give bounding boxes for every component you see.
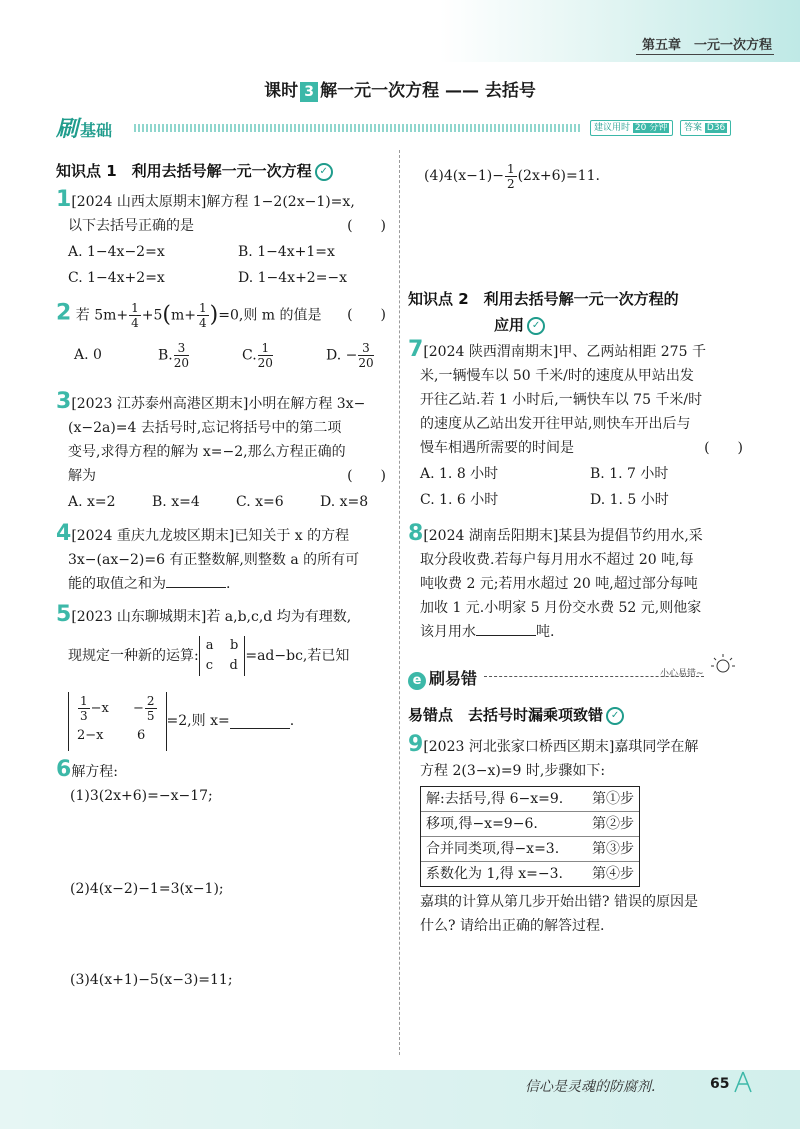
q3-option-b: B. x=4 xyxy=(152,494,200,510)
question-4 xyxy=(56,522,386,596)
check-icon: ✓ xyxy=(315,163,333,181)
q1-line1: 解方程 1−2(2x−1)=x, xyxy=(206,194,355,210)
error-section-badge xyxy=(408,666,477,690)
q2-option-a: A. 0 xyxy=(74,347,102,363)
q5-m11: a xyxy=(205,638,214,653)
q8-source: [2024 湖南岳阳期末] xyxy=(423,528,559,544)
q9-question-line1: 嘉琪的计算从第几步开始出错? 错误的原因是 xyxy=(420,894,698,910)
q8-number: 8 xyxy=(408,521,424,546)
time-pill xyxy=(590,120,673,136)
q2-option-c-num: 1 xyxy=(258,341,273,356)
lesson-number: 3 xyxy=(300,82,318,102)
q5-d21: 2−x xyxy=(77,727,104,743)
q9-step-1 xyxy=(421,787,639,812)
q1-option-b: B. 1−4x+1=x xyxy=(238,244,335,260)
q2-option-b xyxy=(158,341,242,370)
time-value: 20 分钟 xyxy=(634,123,668,133)
q5-d11-num: 1 xyxy=(80,693,88,708)
q7-option-d: D. 1. 5 小时 xyxy=(590,492,669,508)
q2-option-d-den: 20 xyxy=(358,355,374,370)
q8-line3: 吨收费 2 元;若用水超过 20 吨,超过部分每吨 xyxy=(420,576,698,592)
q6-part-4 xyxy=(424,162,600,190)
q9-step-3-label: 第③步 xyxy=(592,841,634,857)
q5-m21: c xyxy=(205,658,213,673)
section-divider xyxy=(134,124,582,132)
q3-option-c: C. x=6 xyxy=(236,494,284,510)
q2-option-d-num: 3 xyxy=(358,341,373,356)
q5-d11-rest: −x xyxy=(90,700,109,716)
q2-option-b-label: B. xyxy=(158,347,173,363)
q6-number: 6 xyxy=(56,757,72,782)
q7-line5: 慢车相遇所需要的时间是 xyxy=(420,440,574,456)
footer-band xyxy=(0,1070,800,1129)
q2-frac-1-den: 4 xyxy=(131,315,139,330)
q2-option-c xyxy=(242,341,326,370)
error-section-label: 刷易错 xyxy=(429,669,478,688)
answer-page: D36 xyxy=(706,123,726,133)
question-7 xyxy=(408,338,743,512)
q1-option-d: D. 1−4x+2=−x xyxy=(238,270,348,286)
q9-step-4-label: 第④步 xyxy=(592,866,634,882)
page-number: 65 xyxy=(710,1076,730,1092)
q5-d22: 6 xyxy=(137,727,146,743)
question-6 xyxy=(56,758,386,784)
q8-line2: 取分段收费.若每户每月用水不超过 20 吨,每 xyxy=(420,552,694,568)
q2-paren: ( ) xyxy=(347,307,386,323)
q7-option-b: B. 1. 7 小时 xyxy=(590,466,669,482)
q6-part-4a: (4)4(x−1)− xyxy=(424,168,504,184)
q2-text-d: =0,则 m 的值是 xyxy=(218,307,322,323)
kp2-title-line1: 知识点 2 利用去括号解一元一次方程的 xyxy=(408,290,679,308)
question-9 xyxy=(408,733,743,783)
q9-step-4 xyxy=(421,862,639,886)
q5-d11-den: 3 xyxy=(80,708,88,723)
q6-part-1: (1)3(2x+6)=−x−17; xyxy=(70,788,213,804)
q7-option-c: C. 1. 6 小时 xyxy=(420,492,499,508)
q5-d12-sign: − xyxy=(133,700,144,716)
q9-line1: 嘉琪同学在解 xyxy=(614,739,699,755)
check-icon: ✓ xyxy=(606,707,624,725)
q8-line5: 该月用水 xyxy=(420,624,476,640)
question-8 xyxy=(408,522,743,644)
q1-source: [2024 山西太原期末] xyxy=(71,194,207,210)
q2-text-c: m+ xyxy=(171,307,197,323)
q5-m12: b xyxy=(230,638,239,653)
q1-option-c: C. 1−4x+2=x xyxy=(68,270,165,286)
q6-part-4-den: 2 xyxy=(506,176,515,191)
q3-source: [2023 江苏泰州高港区期末] xyxy=(71,396,249,412)
kp3-heading xyxy=(408,704,624,725)
sun-icon xyxy=(710,652,736,670)
question-5 xyxy=(56,603,386,755)
lesson-title-text: 解一元一次方程 —— 去括号 xyxy=(320,81,536,101)
q3-option-a: A. x=2 xyxy=(68,494,116,510)
q4-number: 4 xyxy=(56,521,72,546)
q1-number: 1 xyxy=(56,187,72,212)
q3-paren: ( ) xyxy=(347,468,386,484)
q3-option-d: D. x=8 xyxy=(320,494,369,510)
q3-number: 3 xyxy=(56,389,72,414)
q6-part-4b: (2x+6)=11. xyxy=(517,168,600,184)
lesson-title xyxy=(0,76,800,102)
answer-pill xyxy=(680,120,731,136)
q4-blank[interactable] xyxy=(166,573,226,588)
q5-m22: d xyxy=(229,658,238,673)
q2-frac-1 xyxy=(129,301,141,330)
q6-part-3: (3)4(x+1)−5(x−3)=11; xyxy=(70,972,233,988)
kp1-heading xyxy=(56,160,333,181)
q2-frac-1-num: 1 xyxy=(131,300,139,315)
q8-blank[interactable] xyxy=(476,621,536,636)
q7-line4: 的速度从乙站出发开往甲站,则快车开出后与 xyxy=(420,416,691,432)
column-divider xyxy=(399,150,400,1055)
q3-line2: (x−2a)=4 去括号时,忘记将括号中的第二项 xyxy=(68,420,342,436)
q9-number: 9 xyxy=(408,732,424,757)
q4-source: [2024 重庆九龙坡区期末] xyxy=(71,528,235,544)
q7-line3: 开往乙站.若 1 小时后,一辆快车以 75 千米/时 xyxy=(420,392,703,408)
section-badge xyxy=(56,112,112,143)
q5-number: 5 xyxy=(56,602,72,627)
kp1-title: 知识点 1 利用去括号解一元一次方程 xyxy=(56,162,312,180)
footer-motto: 信心是灵魂的防腐剂. xyxy=(525,1079,656,1095)
q3-line3: 变号,求得方程的解为 x=−2,那么方程正确的 xyxy=(68,444,346,460)
section-badge-char: 刷 xyxy=(56,117,79,142)
q7-paren: ( ) xyxy=(704,440,743,456)
q9-step-3-text: 合并同类项,得−x=3. xyxy=(426,841,560,857)
lesson-prefix: 课时 xyxy=(264,81,299,101)
q6-part-2: (2)4(x−2)−1=3(x−1); xyxy=(70,881,224,897)
q8-line1: 某县为提倡节约用水,采 xyxy=(558,528,703,544)
question-1 xyxy=(56,188,386,290)
compass-icon xyxy=(732,1070,754,1098)
q9-question-line2: 什么? 请给出正确的解答过程. xyxy=(420,918,605,934)
q1-line2: 以下去括号正确的是 xyxy=(68,218,194,234)
q5-line2a: 现规定一种新的运算: xyxy=(68,648,199,664)
q5-operation-matrix xyxy=(199,636,246,676)
q2-frac-2-num: 1 xyxy=(199,300,207,315)
q9-step-2-text: 移项,得−x=9−6. xyxy=(426,816,538,832)
error-section-icon: e xyxy=(408,672,426,690)
q7-option-a: A. 1. 8 小时 xyxy=(420,466,499,482)
q5-blank[interactable] xyxy=(230,714,290,729)
q5-d12-num: 2 xyxy=(146,693,155,708)
q2-frac-2-den: 4 xyxy=(199,315,207,330)
answer-label: 答案 xyxy=(684,123,703,133)
q5-line1: 若 a,b,c,d 均为有理数, xyxy=(206,609,352,625)
q3-line1: 小明在解方程 3x− xyxy=(248,396,366,412)
kp2-heading xyxy=(408,286,679,338)
q2-text-a: 若 5m+ xyxy=(75,307,129,323)
q8-line4: 加收 1 元.小明家 5 月份交水费 52 元,则他家 xyxy=(420,600,702,616)
q7-source: [2024 陕西渭南期末] xyxy=(423,344,559,360)
q9-steps-box xyxy=(420,786,640,887)
question-3 xyxy=(56,390,386,514)
q8-end: 吨. xyxy=(536,624,555,640)
q5-line2b: =ad−bc,若已知 xyxy=(245,648,350,664)
q4-end: . xyxy=(226,576,231,592)
q2-option-d-label: D. − xyxy=(326,347,358,363)
q9-step-1-label: 第①步 xyxy=(592,791,634,807)
q9-step-1-text: 解:去括号,得 6−x=9. xyxy=(426,791,564,807)
q1-option-a: A. 1−4x−2=x xyxy=(68,244,165,260)
q7-number: 7 xyxy=(408,337,424,362)
question-2: 2 若 5m+ $\frac{1}{4}$ +5(m+ $\frac{1}{4}$ )=0,则 m 的值是 ( ) A. 0 B. $\frac{3}{20}$ C. $\frac{1}{20}$ D. − $\frac{3}{20}$ xyxy=(56,300,386,370)
q4-line3: 能的取值之和为 xyxy=(68,576,166,592)
q2-option-c-label: C. xyxy=(242,347,257,363)
q3-line4: 解为 xyxy=(68,468,96,484)
q9-step-2-label: 第②步 xyxy=(592,816,634,832)
q5-line3: =2,则 x= xyxy=(166,713,230,729)
q1-paren: ( ) xyxy=(347,218,386,234)
q2-option-b-den: 20 xyxy=(173,355,190,370)
q6-title: 解方程: xyxy=(71,764,119,780)
kp2-title-line2: 应用 xyxy=(494,316,525,334)
section-label: 基础 xyxy=(80,121,113,140)
q2-number: 2 xyxy=(56,300,72,325)
q5-d12-den: 5 xyxy=(146,708,155,723)
kp3-title: 易错点 去括号时漏乘项致错 xyxy=(408,706,604,724)
q2-option-c-den: 20 xyxy=(257,355,273,370)
q7-line2: 米,一辆慢车以 50 千米/时的速度从甲站出发 xyxy=(420,368,694,384)
q2-option-d xyxy=(326,341,375,370)
q6-part-4-num: 1 xyxy=(506,161,515,176)
q9-step-3 xyxy=(421,837,639,862)
q2-frac-2 xyxy=(197,301,209,330)
q9-step-2 xyxy=(421,812,639,837)
q9-source: [2023 河北张家口桥西区期末] xyxy=(423,739,615,755)
q2-text-b: +5 xyxy=(141,307,163,323)
time-label: 建议用时 xyxy=(594,123,631,133)
q5-source: [2023 山东聊城期末] xyxy=(71,609,207,625)
q4-line1: 已知关于 x 的方程 xyxy=(234,528,350,544)
q7-line1: 甲、乙两站相距 275 千 xyxy=(558,344,706,360)
q4-line2: 3x−(ax−2)=6 有正整数解,则整数 a 的所有可 xyxy=(68,552,360,568)
q9-step-4-text: 系数化为 1,得 x=−3. xyxy=(426,866,563,882)
q5-end: . xyxy=(289,713,295,729)
chapter-label: 第五章 一元一次方程 xyxy=(636,34,774,55)
q5-given-matrix xyxy=(68,692,167,751)
error-section-note: 小心易错~ xyxy=(660,669,704,679)
q9-line2: 方程 2(3−x)=9 时,步骤如下: xyxy=(420,763,606,779)
check-icon: ✓ xyxy=(527,317,545,335)
q2-option-b-num: 3 xyxy=(174,341,189,356)
